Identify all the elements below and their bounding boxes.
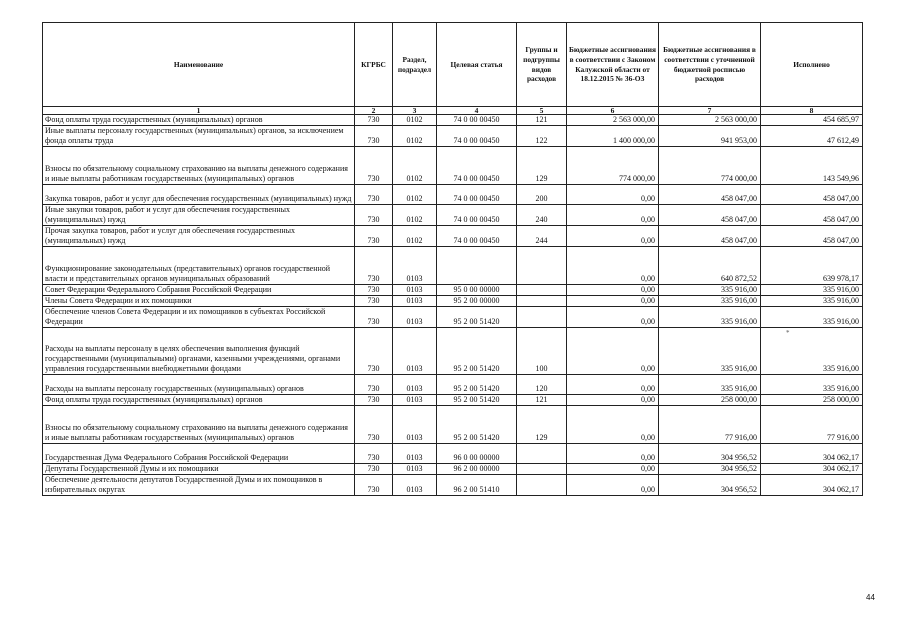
row-target: 74 0 00 00450 (437, 185, 517, 205)
row-law-amount: 0,00 (567, 205, 659, 226)
row-group: 121 (517, 395, 567, 406)
row-executed-amount: 258 000,00 (761, 395, 863, 406)
row-updated-amount: 258 000,00 (659, 395, 761, 406)
table-row (43, 375, 863, 395)
row-name: Обеспечение деятельности депутатов Государственной Думы и их помощников в избирательных округах (43, 475, 355, 496)
table-body (43, 115, 863, 496)
row-law-amount: 0,00 (567, 328, 659, 375)
row-section: 0102 (393, 205, 437, 226)
row-updated-amount: 458 047,00 (659, 205, 761, 226)
table-row (43, 115, 863, 126)
row-executed-amount: 454 685,97 (761, 115, 863, 126)
row-updated-amount: 335 916,00 (659, 285, 761, 296)
row-kgrbs: 730 (355, 475, 393, 496)
row-name: Фонд оплаты труда государственных (муниципальных) органов (43, 395, 355, 406)
row-target: 74 0 00 00450 (437, 205, 517, 226)
row-executed-amount: 77 916,00 (761, 406, 863, 444)
row-section: 0103 (393, 406, 437, 444)
row-target: 95 2 00 51420 (437, 395, 517, 406)
budget-sheet (42, 22, 862, 496)
row-law-amount: 0,00 (567, 475, 659, 496)
row-name: Расходы на выплаты персоналу в целях обеспечения выполнения функций государственными (муниципальными) органами, казенными учреждениями, органами управления государственными внебюджетными фондами (43, 328, 355, 375)
col-number: 1 (43, 107, 355, 115)
row-name: Государственная Дума Федерального Собрания Российской Федерации (43, 444, 355, 464)
col-number: 6 (567, 107, 659, 115)
row-updated-amount: 304 956,52 (659, 464, 761, 475)
row-target: 95 2 00 51420 (437, 307, 517, 328)
row-section: 0103 (393, 395, 437, 406)
header-name: Наименование (43, 23, 355, 107)
table-row (43, 296, 863, 307)
header-row (43, 23, 863, 107)
row-kgrbs: 730 (355, 126, 393, 147)
row-section: 0103 (393, 285, 437, 296)
row-kgrbs: 730 (355, 147, 393, 185)
table-row (43, 395, 863, 406)
row-executed-amount: 304 062,17 (761, 464, 863, 475)
row-group (517, 464, 567, 475)
table-row (43, 285, 863, 296)
row-name: Фонд оплаты труда государственных (муниципальных) органов (43, 115, 355, 126)
row-kgrbs: 730 (355, 296, 393, 307)
table-row (43, 328, 863, 375)
row-section: 0103 (393, 375, 437, 395)
row-group: 240 (517, 205, 567, 226)
row-kgrbs: 730 (355, 285, 393, 296)
row-name: Закупка товаров, работ и услуг для обеспечения государственных (муниципальных) нужд (43, 185, 355, 205)
row-executed-amount: 335 916,00 (761, 328, 863, 375)
col-number: 3 (393, 107, 437, 115)
row-updated-amount: 335 916,00 (659, 328, 761, 375)
row-kgrbs: 730 (355, 328, 393, 375)
row-law-amount: 2 563 000,00 (567, 115, 659, 126)
handwritten-mark: * (786, 329, 790, 337)
row-name: Члены Совета Федерации и их помощники (43, 296, 355, 307)
row-section: 0102 (393, 126, 437, 147)
row-executed-amount: 335 916,00 (761, 375, 863, 395)
row-law-amount: 0,00 (567, 444, 659, 464)
row-kgrbs: 730 (355, 395, 393, 406)
row-law-amount: 0,00 (567, 406, 659, 444)
row-updated-amount: 458 047,00 (659, 185, 761, 205)
row-target: 74 0 00 00450 (437, 115, 517, 126)
row-group (517, 247, 567, 285)
row-group (517, 307, 567, 328)
table-row (43, 226, 863, 247)
col-number: 5 (517, 107, 567, 115)
row-target: 95 2 00 51420 (437, 406, 517, 444)
column-numbers-row (43, 107, 863, 115)
row-group: 122 (517, 126, 567, 147)
header-updated: Бюджетные ассигнования в соответствии с уточненной бюджетной росписью расходов (659, 23, 761, 107)
col-number: 8 (761, 107, 863, 115)
row-name: Иные выплаты персоналу государственных (муниципальных) органов, за исключением фонда оплаты труда (43, 126, 355, 147)
row-group: 120 (517, 375, 567, 395)
row-executed-amount: 335 916,00 (761, 285, 863, 296)
row-target: 96 2 00 51410 (437, 475, 517, 496)
row-kgrbs: 730 (355, 307, 393, 328)
row-target: 95 2 00 00000 (437, 296, 517, 307)
row-law-amount: 0,00 (567, 247, 659, 285)
header-target: Целевая статья (437, 23, 517, 107)
row-kgrbs: 730 (355, 406, 393, 444)
row-executed-amount: 458 047,00 (761, 205, 863, 226)
table-row (43, 205, 863, 226)
row-section: 0103 (393, 475, 437, 496)
row-law-amount: 0,00 (567, 464, 659, 475)
row-section: 0102 (393, 226, 437, 247)
row-updated-amount: 77 916,00 (659, 406, 761, 444)
row-updated-amount: 640 872,52 (659, 247, 761, 285)
header-law: Бюджетные ассигнования в соответствии с Законом Калужской области от 18.12.2015 № 36-ОЗ (567, 23, 659, 107)
row-kgrbs: 730 (355, 375, 393, 395)
row-updated-amount: 304 956,52 (659, 475, 761, 496)
row-executed-amount: 304 062,17 (761, 444, 863, 464)
row-kgrbs: 730 (355, 444, 393, 464)
row-law-amount: 1 400 000,00 (567, 126, 659, 147)
row-target: 95 2 00 51420 (437, 375, 517, 395)
row-updated-amount: 335 916,00 (659, 296, 761, 307)
row-group: 129 (517, 147, 567, 185)
row-updated-amount: 458 047,00 (659, 226, 761, 247)
row-group: 129 (517, 406, 567, 444)
row-name: Взносы по обязательному социальному страхованию на выплаты денежного содержания и иные выплаты работникам государственных (муниципальных) органов (43, 406, 355, 444)
row-executed-amount: 335 916,00 (761, 307, 863, 328)
row-target: 96 0 00 00000 (437, 444, 517, 464)
row-kgrbs: 730 (355, 464, 393, 475)
row-section: 0103 (393, 247, 437, 285)
table-row (43, 307, 863, 328)
row-name: Взносы по обязательному социальному страхованию на выплаты денежного содержания и иные выплаты работникам государственных (муниципальных) органов (43, 147, 355, 185)
row-group (517, 285, 567, 296)
row-target: 74 0 00 00450 (437, 226, 517, 247)
row-law-amount: 0,00 (567, 395, 659, 406)
row-section: 0103 (393, 444, 437, 464)
row-executed-amount: 47 612,49 (761, 126, 863, 147)
row-name: Функционирование законодательных (представительных) органов государственной власти и представительных органов муниципальных образований (43, 247, 355, 285)
row-target: 95 0 00 00000 (437, 285, 517, 296)
row-law-amount: 0,00 (567, 296, 659, 307)
row-section: 0103 (393, 307, 437, 328)
table-row (43, 475, 863, 496)
col-number: 4 (437, 107, 517, 115)
row-law-amount: 774 000,00 (567, 147, 659, 185)
row-law-amount: 0,00 (567, 185, 659, 205)
row-law-amount: 0,00 (567, 307, 659, 328)
table-row (43, 464, 863, 475)
header-kgrbs: КГРБС (355, 23, 393, 107)
row-group (517, 444, 567, 464)
row-updated-amount: 2 563 000,00 (659, 115, 761, 126)
row-law-amount: 0,00 (567, 226, 659, 247)
table-row (43, 147, 863, 185)
row-executed-amount: 143 549,96 (761, 147, 863, 185)
row-group: 200 (517, 185, 567, 205)
table-row (43, 126, 863, 147)
row-target: 74 0 00 00450 (437, 147, 517, 185)
row-target (437, 247, 517, 285)
row-name: Иные закупки товаров, работ и услуг для обеспечения государственных (муниципальных) нужд (43, 205, 355, 226)
row-executed-amount: 639 978,17 (761, 247, 863, 285)
row-updated-amount: 304 956,52 (659, 444, 761, 464)
row-group (517, 475, 567, 496)
row-target: 96 2 00 00000 (437, 464, 517, 475)
row-target: 74 0 00 00450 (437, 126, 517, 147)
row-group: 121 (517, 115, 567, 126)
row-section: 0102 (393, 115, 437, 126)
row-group: 244 (517, 226, 567, 247)
row-name: Обеспечение членов Совета Федерации и их помощников в субъектах Российской Федерации (43, 307, 355, 328)
row-kgrbs: 730 (355, 185, 393, 205)
col-number: 2 (355, 107, 393, 115)
row-name: Совет Федерации Федерального Собрания Российской Федерации (43, 285, 355, 296)
row-kgrbs: 730 (355, 247, 393, 285)
row-section: 0102 (393, 185, 437, 205)
row-section: 0103 (393, 328, 437, 375)
row-executed-amount: 458 047,00 (761, 226, 863, 247)
row-law-amount: 0,00 (567, 375, 659, 395)
row-target: 95 2 00 51420 (437, 328, 517, 375)
table-row (43, 444, 863, 464)
row-name: Расходы на выплаты персоналу государственных (муниципальных) органов (43, 375, 355, 395)
table-row (43, 247, 863, 285)
page-number: 44 (866, 593, 875, 602)
row-section: 0102 (393, 147, 437, 185)
row-updated-amount: 774 000,00 (659, 147, 761, 185)
row-kgrbs: 730 (355, 115, 393, 126)
row-updated-amount: 941 953,00 (659, 126, 761, 147)
table-row (43, 185, 863, 205)
row-name: Прочая закупка товаров, работ и услуг для обеспечения государственных (муниципальных) нужд (43, 226, 355, 247)
row-section: 0103 (393, 296, 437, 307)
row-updated-amount: 335 916,00 (659, 307, 761, 328)
row-executed-amount: 335 916,00 (761, 296, 863, 307)
row-group: 100 (517, 328, 567, 375)
row-section: 0103 (393, 464, 437, 475)
row-kgrbs: 730 (355, 226, 393, 247)
row-name: Депутаты Государственной Думы и их помощники (43, 464, 355, 475)
budget-table (42, 22, 863, 496)
header-executed: Исполнено (761, 23, 863, 107)
row-group (517, 296, 567, 307)
header-groups: Группы и подгруппы видов расходов (517, 23, 567, 107)
header-section: Раздел, подраздел (393, 23, 437, 107)
col-number: 7 (659, 107, 761, 115)
row-kgrbs: 730 (355, 205, 393, 226)
table-row (43, 406, 863, 444)
row-executed-amount: 458 047,00 (761, 185, 863, 205)
row-law-amount: 0,00 (567, 285, 659, 296)
row-executed-amount: 304 062,17 (761, 475, 863, 496)
row-updated-amount: 335 916,00 (659, 375, 761, 395)
